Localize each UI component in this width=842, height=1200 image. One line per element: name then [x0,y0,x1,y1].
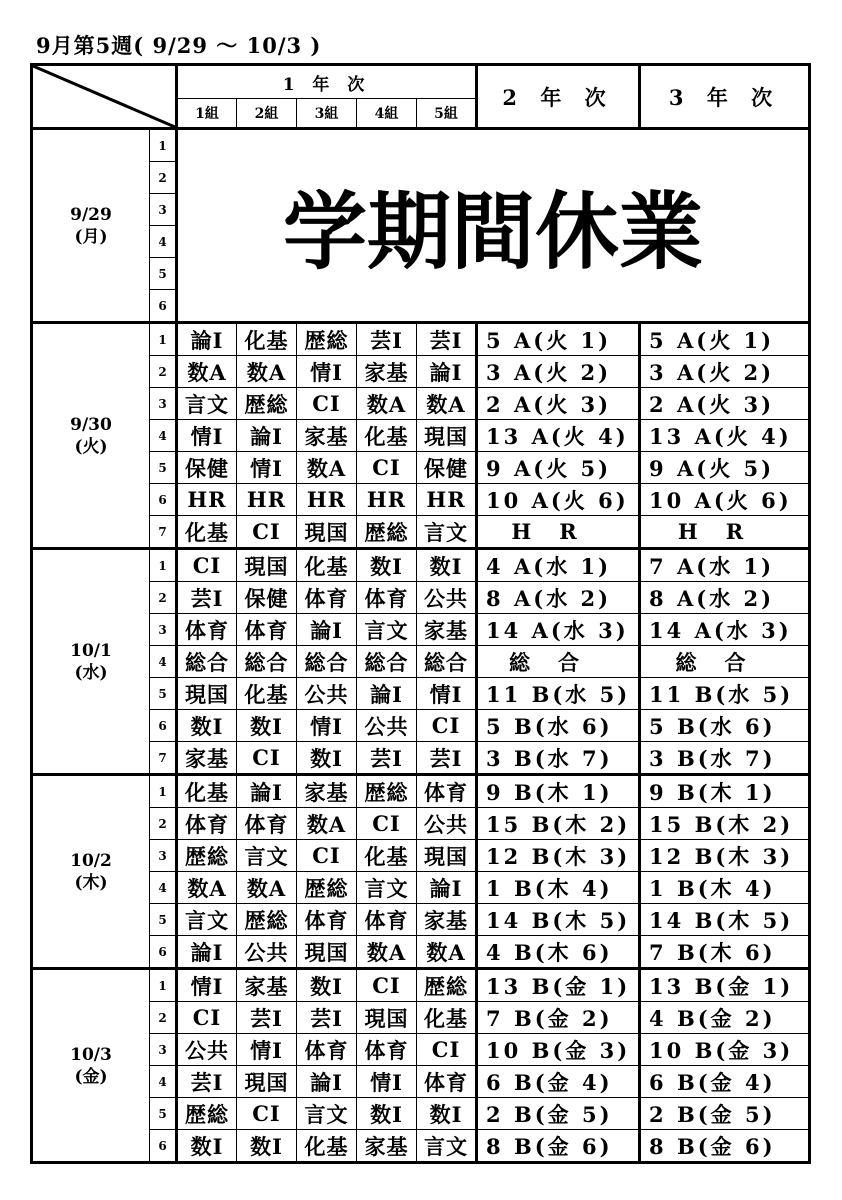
class-subject-cell: 現国 [417,420,477,452]
class-subject-cell: 芸Ⅰ [297,1002,357,1034]
year2-cell: 9 B(木 1) [477,775,640,808]
year2-cell: 8 B(金 6) [477,1130,640,1163]
class-subject-cell: 数A [357,388,417,420]
period-number: 5 [150,258,177,290]
class-subject-cell: 歴総 [297,323,357,356]
class-subject-cell: 言文 [357,614,417,646]
year3-cell: 9 A(火 5) [640,452,810,484]
period-number: 3 [150,388,177,420]
class-subject-cell: 公共 [417,808,477,840]
period-number: 3 [150,840,177,872]
year3-cell: 3 A(火 2) [640,356,810,388]
class-subject-cell: CⅠ [237,742,297,775]
class-subject-cell: 体育 [357,582,417,614]
year2-cell: 8 A(水 2) [477,582,640,614]
class-subject-cell: 公共 [177,1034,237,1066]
day-weekday: (金) [74,1066,108,1087]
class-subject-cell: 数A [237,872,297,904]
class-subject-cell: CⅠ [237,1098,297,1130]
period-number: 2 [150,162,177,194]
class-subject-cell: 体育 [417,1066,477,1098]
class-subject-cell: 総合 [237,646,297,678]
class-subject-cell: 化基 [237,678,297,710]
class-subject-cell: 家基 [297,775,357,808]
header-year3: 3 年 次 [640,65,810,129]
class-subject-cell: 化基 [357,420,417,452]
period-number: 5 [150,452,177,484]
class-subject-cell: 情Ⅰ [237,1034,297,1066]
class-subject-cell: HR [177,484,237,516]
class-subject-cell: 総合 [177,646,237,678]
class-subject-cell: HR [237,484,297,516]
class-subject-cell: 歴総 [297,872,357,904]
class-subject-cell: HR [417,484,477,516]
class-subject-cell: HR [357,484,417,516]
year3-cell: 総合 [640,646,810,678]
year3-cell: 14 A(水 3) [640,614,810,646]
year3-cell: 1 B(木 4) [640,872,810,904]
class-subject-cell: 保健 [417,452,477,484]
year3-cell: 2 B(金 5) [640,1098,810,1130]
class-subject-cell: 数Ⅰ [357,1098,417,1130]
class-subject-cell: 総合 [417,646,477,678]
class-subject-cell: 家基 [417,614,477,646]
header-year2: 2 年 次 [477,65,640,129]
corner-diagonal-cell [32,65,177,129]
class-subject-cell: 公共 [417,582,477,614]
header-class-1: 1組 [177,99,237,129]
class-subject-cell: 現国 [237,549,297,582]
table-row [32,775,810,808]
year2-cell: 10 B(金 3) [477,1034,640,1066]
class-subject-cell: 化基 [297,549,357,582]
period-number: 1 [150,549,177,582]
year3-cell: 3 B(水 7) [640,742,810,775]
year2-cell: 7 B(金 2) [477,1002,640,1034]
year2-cell: 総合 [477,646,640,678]
year2-cell: 5 A(火 1) [477,323,640,356]
header-class-4: 4組 [357,99,417,129]
year3-cell: 13 B(金 1) [640,969,810,1002]
class-subject-cell: 論Ⅰ [417,356,477,388]
period-number: 4 [150,646,177,678]
year2-cell: 12 B(木 3) [477,840,640,872]
year2-cell: 13 A(火 4) [477,420,640,452]
class-subject-cell: 歴総 [417,969,477,1002]
class-subject-cell: CⅠ [417,710,477,742]
class-subject-cell: 公共 [357,710,417,742]
class-subject-cell: 家基 [357,356,417,388]
class-subject-cell: CⅠ [417,1034,477,1066]
class-subject-cell: 歴総 [357,516,417,549]
class-subject-cell: 化基 [177,775,237,808]
class-subject-cell: 現国 [177,678,237,710]
header-class-3: 3組 [297,99,357,129]
year2-cell: 2 A(火 3) [477,388,640,420]
class-subject-cell: 芸Ⅰ [417,323,477,356]
class-subject-cell: 歴総 [237,904,297,936]
year3-cell: 9 B(木 1) [640,775,810,808]
class-subject-cell: 言文 [417,1130,477,1163]
period-number: 6 [150,290,177,323]
class-subject-cell: 歴総 [177,840,237,872]
class-subject-cell: 情Ⅰ [297,356,357,388]
class-subject-cell: 体育 [177,808,237,840]
timetable [30,63,811,1164]
table-row [32,323,810,356]
holiday-banner: 学期間休業 [177,129,810,323]
period-number: 2 [150,582,177,614]
class-subject-cell: 数Ⅰ [237,1130,297,1163]
class-subject-cell: 歴総 [357,775,417,808]
class-subject-cell: 数Ⅰ [417,1098,477,1130]
year3-cell: 10 A(火 6) [640,484,810,516]
class-subject-cell: 論Ⅰ [237,775,297,808]
class-subject-cell: 情Ⅰ [297,710,357,742]
period-number: 1 [150,129,177,162]
period-number: 7 [150,742,177,775]
period-number: 6 [150,484,177,516]
class-subject-cell: 数Ⅰ [177,710,237,742]
period-number: 1 [150,775,177,808]
year3-cell: 7 A(水 1) [640,549,810,582]
class-subject-cell: 数Ⅰ [297,969,357,1002]
year2-cell: 4 A(水 1) [477,549,640,582]
class-subject-cell: 数A [237,356,297,388]
class-subject-cell: 論Ⅰ [357,678,417,710]
year3-cell: 5 B(水 6) [640,710,810,742]
class-subject-cell: 情Ⅰ [357,1066,417,1098]
year3-cell: 7 B(木 6) [640,936,810,969]
year3-cell: 15 B(木 2) [640,808,810,840]
class-subject-cell: 芸Ⅰ [177,1066,237,1098]
class-subject-cell: 現国 [297,936,357,969]
class-subject-cell: CⅠ [357,969,417,1002]
class-subject-cell: 芸Ⅰ [357,742,417,775]
period-number: 5 [150,904,177,936]
class-subject-cell: 情Ⅰ [237,452,297,484]
class-subject-cell: 芸Ⅰ [357,323,417,356]
year3-cell: 2 A(火 3) [640,388,810,420]
table-row [32,129,810,162]
period-number: 4 [150,226,177,258]
class-subject-cell: CⅠ [297,840,357,872]
header-year1: 1 年 次 [177,65,477,99]
class-subject-cell: 数A [297,452,357,484]
day-date: 10/1 [70,640,112,661]
class-subject-cell: 数Ⅰ [297,742,357,775]
header-class-5: 5組 [417,99,477,129]
year2-cell: 3 A(火 2) [477,356,640,388]
class-subject-cell: 論Ⅰ [237,420,297,452]
year3-cell: 14 B(木 5) [640,904,810,936]
class-subject-cell: 論Ⅰ [297,1066,357,1098]
class-subject-cell: 数A [417,936,477,969]
class-subject-cell: 言文 [177,904,237,936]
year2-cell: 15 B(木 2) [477,808,640,840]
period-number: 6 [150,710,177,742]
class-subject-cell: 芸Ⅰ [177,582,237,614]
period-number: 4 [150,1066,177,1098]
class-subject-cell: 数A [177,356,237,388]
class-subject-cell: 体育 [417,775,477,808]
year3-cell: 8 A(水 2) [640,582,810,614]
period-number: 3 [150,614,177,646]
year2-cell: 14 B(木 5) [477,904,640,936]
class-subject-cell: 化基 [177,516,237,549]
day-weekday: (水) [74,662,108,683]
class-subject-cell: 保健 [177,452,237,484]
year3-cell: 4 B(金 2) [640,1002,810,1034]
class-subject-cell: CⅠ [177,1002,237,1034]
period-number: 4 [150,420,177,452]
class-subject-cell: 論Ⅰ [417,872,477,904]
class-subject-cell: 体育 [297,582,357,614]
class-subject-cell: 家基 [237,969,297,1002]
class-subject-cell: 体育 [297,904,357,936]
class-subject-cell: 保健 [237,582,297,614]
year3-cell: 8 B(金 6) [640,1130,810,1163]
class-subject-cell: 情Ⅰ [417,678,477,710]
class-subject-cell: 総合 [357,646,417,678]
class-subject-cell: 数A [417,388,477,420]
class-subject-cell: 体育 [357,1034,417,1066]
class-subject-cell: 体育 [297,1034,357,1066]
class-subject-cell: 芸Ⅰ [237,1002,297,1034]
period-number: 1 [150,323,177,356]
class-subject-cell: 情Ⅰ [177,969,237,1002]
year2-cell: HR [477,516,640,549]
period-number: 3 [150,194,177,226]
class-subject-cell: 現国 [237,1066,297,1098]
year2-cell: 6 B(金 4) [477,1066,640,1098]
class-subject-cell: 現国 [417,840,477,872]
period-number: 2 [150,808,177,840]
class-subject-cell: 数Ⅰ [237,710,297,742]
day-label-cell [32,775,150,969]
class-subject-cell: 化基 [297,1130,357,1163]
class-subject-cell: 数Ⅰ [417,549,477,582]
class-subject-cell: 化基 [237,323,297,356]
class-subject-cell: 化基 [357,840,417,872]
class-subject-cell: 体育 [357,904,417,936]
period-number: 7 [150,516,177,549]
period-number: 5 [150,678,177,710]
class-subject-cell: 論Ⅰ [177,323,237,356]
class-subject-cell: 歴総 [237,388,297,420]
class-subject-cell: 現国 [357,1002,417,1034]
class-subject-cell: 言文 [297,1098,357,1130]
period-number: 6 [150,1130,177,1163]
period-number: 4 [150,872,177,904]
period-number: 2 [150,356,177,388]
day-weekday: (木) [74,872,108,893]
year2-cell: 3 B(水 7) [477,742,640,775]
class-subject-cell: 体育 [237,808,297,840]
year3-cell: 6 B(金 4) [640,1066,810,1098]
class-subject-cell: 言文 [237,840,297,872]
class-subject-cell: CⅠ [297,388,357,420]
class-subject-cell: CⅠ [357,808,417,840]
day-weekday: (火) [74,436,108,457]
year2-cell: 10 A(火 6) [477,484,640,516]
day-date: 9/29 [70,204,112,225]
day-label-cell [32,549,150,775]
header-class-2: 2組 [237,99,297,129]
class-subject-cell: HR [297,484,357,516]
period-number: 1 [150,969,177,1002]
class-subject-cell: 数A [297,808,357,840]
year2-cell: 11 B(水 5) [477,678,640,710]
year3-cell: HR [640,516,810,549]
class-subject-cell: CⅠ [177,549,237,582]
diagonal-line [33,66,175,127]
year3-cell: 10 B(金 3) [640,1034,810,1066]
year2-cell: 9 A(火 5) [477,452,640,484]
class-subject-cell: 論Ⅰ [177,936,237,969]
year2-cell: 2 B(金 5) [477,1098,640,1130]
day-label-cell [32,323,150,549]
class-subject-cell: 歴総 [177,1098,237,1130]
class-subject-cell: 体育 [177,614,237,646]
day-date: 9/30 [70,414,112,435]
class-subject-cell: 現国 [297,516,357,549]
class-subject-cell: CⅠ [237,516,297,549]
period-number: 5 [150,1098,177,1130]
class-subject-cell: 数Ⅰ [357,549,417,582]
class-subject-cell: 化基 [417,1002,477,1034]
class-subject-cell: 家基 [357,1130,417,1163]
class-subject-cell: 家基 [417,904,477,936]
day-label-cell [32,129,150,323]
period-number: 2 [150,1002,177,1034]
class-subject-cell: 芸Ⅰ [417,742,477,775]
day-date: 10/3 [70,1044,112,1065]
year2-cell: 13 B(金 1) [477,969,640,1002]
period-number: 6 [150,936,177,969]
day-date: 10/2 [70,850,112,871]
class-subject-cell: CⅠ [357,452,417,484]
class-subject-cell: 家基 [297,420,357,452]
class-subject-cell: 言文 [417,516,477,549]
year3-cell: 12 B(木 3) [640,840,810,872]
class-subject-cell: 体育 [237,614,297,646]
class-subject-cell: 数Ⅰ [177,1130,237,1163]
class-subject-cell: 論Ⅰ [297,614,357,646]
year2-cell: 14 A(水 3) [477,614,640,646]
class-subject-cell: 総合 [297,646,357,678]
day-label-cell [32,969,150,1163]
class-subject-cell: 数A [357,936,417,969]
class-subject-cell: 情Ⅰ [177,420,237,452]
day-weekday: (月) [74,226,108,247]
table-row [32,969,810,1002]
page-title: 9月第5週( 9/29 〜 10/3 ) [36,33,322,58]
period-number: 3 [150,1034,177,1066]
year3-cell: 11 B(水 5) [640,678,810,710]
year2-cell: 5 B(水 6) [477,710,640,742]
class-subject-cell: 家基 [177,742,237,775]
class-subject-cell: 言文 [357,872,417,904]
class-subject-cell: 公共 [297,678,357,710]
table-row [32,549,810,582]
year3-cell: 13 A(火 4) [640,420,810,452]
year2-cell: 4 B(木 6) [477,936,640,969]
class-subject-cell: 数A [177,872,237,904]
year3-cell: 5 A(火 1) [640,323,810,356]
year2-cell: 1 B(木 4) [477,872,640,904]
class-subject-cell: 言文 [177,388,237,420]
class-subject-cell: 公共 [237,936,297,969]
